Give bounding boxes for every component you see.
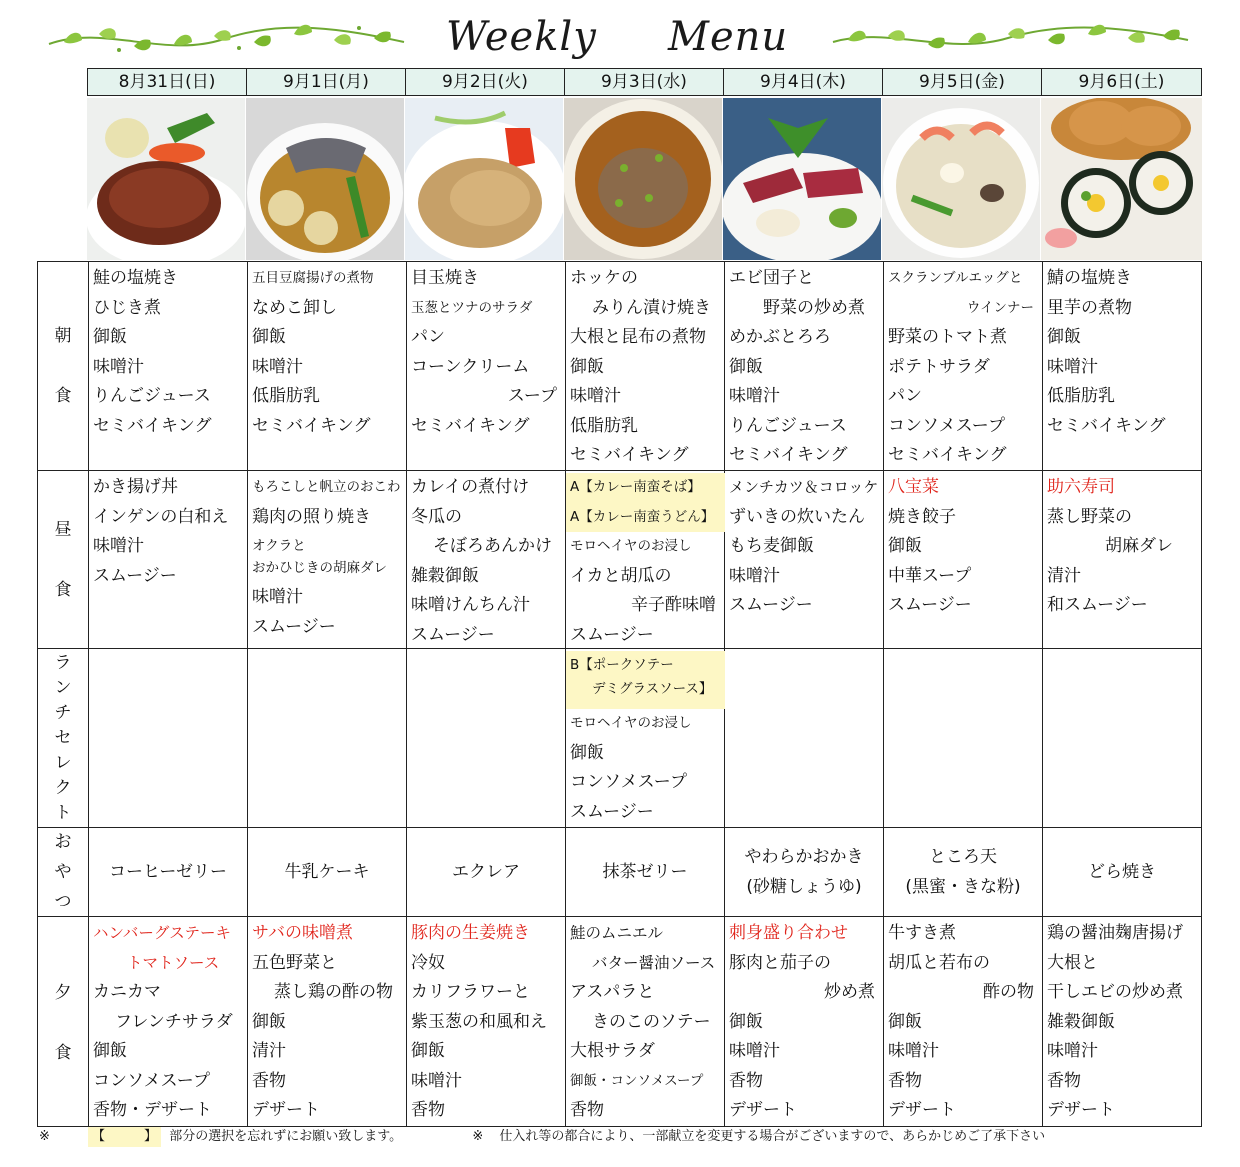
breakfast-sun: 鮭の塩焼き ひじき煮 御飯 味噌汁 りんごジュース セミバイキング (93, 268, 212, 436)
photo-mackerel-miso (246, 98, 404, 260)
snack-sat: どら焼き (1088, 862, 1156, 882)
row-label-snack: お や つ (54, 832, 72, 912)
row-label-dinner: 夕 食 (54, 982, 72, 1063)
photo-sukeroku-sushi (1041, 98, 1202, 260)
footer-note-2: 仕入れ等の都合により、一部献立を変更する場合がございますので、あらかじめご了承下さい (499, 1129, 1046, 1144)
date-header-row (87, 68, 1202, 98)
lunch-fri: 八宝菜 焼き餃子 御飯 中華スープ スムージー (888, 477, 972, 615)
date-sat: 9月6日(土) (1041, 68, 1202, 96)
lunch-option-a-soba: A【カレー南蛮そば】 (566, 473, 725, 503)
photo-pork-ginger (405, 98, 563, 260)
photo-happosai (882, 98, 1040, 260)
vine-right-decoration (828, 14, 1193, 64)
footer-mark-2: ※ (472, 1129, 484, 1144)
dinner-sun: ハンバーグステーキ トマトソース カニカマ フレンチサラダ 御飯 コンソメスープ 香物・デザート (93, 924, 233, 1120)
breakfast-wed: ホッケの みりん漬け焼き 大根と昆布の煮物 御飯 味噌汁 低脂肪乳 セミバイキング (570, 268, 711, 465)
title-menu: Menu (668, 14, 789, 60)
footer-select-box: 【 】 (88, 1127, 161, 1147)
breakfast-fri: スクランブルエッグと ウインナー 野菜のトマト煮 ポテトサラダ パン コンソメスープ セミバイキング (888, 270, 1034, 465)
lunch-mon: もろこしと帆立のおこわ 鶏肉の照り焼き オクラと おかひじきの胡麻ダレ 味噌汁 スムージー (252, 479, 401, 637)
date-thu: 9月4日(木) (723, 68, 883, 96)
food-photo-row (87, 98, 1202, 260)
photo-curry-soba (564, 98, 722, 260)
dinner-tue: 豚肉の生姜焼き 冷奴 カリフラワーと 紫玉葱の和風和え 御飯 味噌汁 香物 (411, 923, 547, 1120)
row-label-lunch: 昼 食 (54, 519, 72, 600)
snack-wed: 抹茶ゼリー (602, 862, 688, 882)
lunch-tue: カレイの煮付け 冬瓜の そぼろあんかけ 雑穀御飯 味噌けんちん汁 スムージー (411, 477, 552, 645)
lunch-sat: 助六寿司 蒸し野菜の 胡麻ダレ 清汁 和スムージー (1047, 477, 1173, 615)
breakfast-tue: 目玉焼き 玉葱とツナのサラダ パン コーンクリーム スープ セミバイキング (411, 268, 557, 436)
lunch-option-a-udon: A【カレー南蛮うどん】 (566, 503, 725, 533)
date-mon: 9月1日(月) (246, 68, 406, 96)
photo-hamburg-steak (87, 98, 245, 260)
title-weekly: Weekly (446, 14, 597, 60)
lunch-thu: メンチカツ＆コロッケ ずいきの炊いたん もち麦御飯 味噌汁 スムージー (729, 478, 879, 615)
snack-thu: やわらかおかき (砂糖しょうゆ) (744, 847, 864, 897)
date-tue: 9月2日(火) (405, 68, 565, 96)
dinner-wed: 鮭のムニエル バター醤油ソース アスパラと きのこのソテー 大根サラダ 御飯・コンソメスープ 香物 (570, 924, 716, 1120)
dinner-thu: 刺身盛り合わせ 豚肉と茄子の 炒め煮 御飯 味噌汁 香物 デザート (729, 923, 875, 1120)
footer-note-1: 部分の選択を忘れずにお願い致します。 (169, 1129, 403, 1144)
snack-fri: ところ天 (黒蜜・きな粉) (905, 847, 1021, 897)
vine-left-decoration (44, 14, 409, 64)
lunch-select-wed: B【ポークソテー デミグラスソース】 モロヘイヤのお浸し 御飯 コンソメスープ スムージー (566, 649, 724, 827)
dinner-sat: 鶏の醤油麹唐揚げ 大根と 干しエビの炒め煮 雑穀御飯 味噌汁 香物 デザート (1047, 923, 1183, 1120)
breakfast-thu: エビ団子と 野菜の炒め煮 めかぶとろろ 御飯 味噌汁 りんごジュース セミバイキング (729, 268, 865, 465)
breakfast-mon: 五目豆腐揚げの煮物 なめこ卸し 御飯 味噌汁 低脂肪乳 セミバイキング (252, 270, 374, 436)
dinner-mon: サバの味噌煮 五色野菜と 蒸し鶏の酢の物 御飯 清汁 香物 デザート (252, 923, 393, 1120)
snack-mon: 牛乳ケーキ (284, 862, 370, 882)
lunch-wed: A【カレー南蛮そば】 A【カレー南蛮うどん】 モロヘイヤのお浸し イカと胡瓜の 辛子酢味噌 スムージー (566, 471, 724, 650)
breakfast-sat: 鯖の塩焼き 里芋の煮物 御飯 味噌汁 低脂肪乳 セミバイキング (1047, 268, 1166, 436)
footer-notes (37, 1127, 1202, 1149)
row-label-lunch-select: ラ ン チ セ レ ク ト (54, 652, 72, 823)
date-wed: 9月3日(水) (564, 68, 724, 96)
date-sun: 8月31日(日) (87, 68, 247, 96)
menu-table (37, 261, 1202, 1127)
row-label-breakfast: 朝 食 (54, 326, 72, 406)
date-fri: 9月5日(金) (882, 68, 1042, 96)
lunch-option-b: B【ポークソテー デミグラスソース】 (566, 651, 725, 709)
footer-mark-1: ※ (39, 1129, 50, 1144)
photo-sashimi (723, 98, 881, 260)
snack-tue: エクレア (452, 862, 520, 882)
dinner-fri: 牛すき煮 胡瓜と若布の 酢の物 御飯 味噌汁 香物 デザート (888, 923, 1034, 1120)
lunch-sun: かき揚げ丼 インゲンの白和え 味噌汁 スムージー (93, 477, 229, 586)
snack-sun: コーヒーゼリー (109, 862, 227, 882)
